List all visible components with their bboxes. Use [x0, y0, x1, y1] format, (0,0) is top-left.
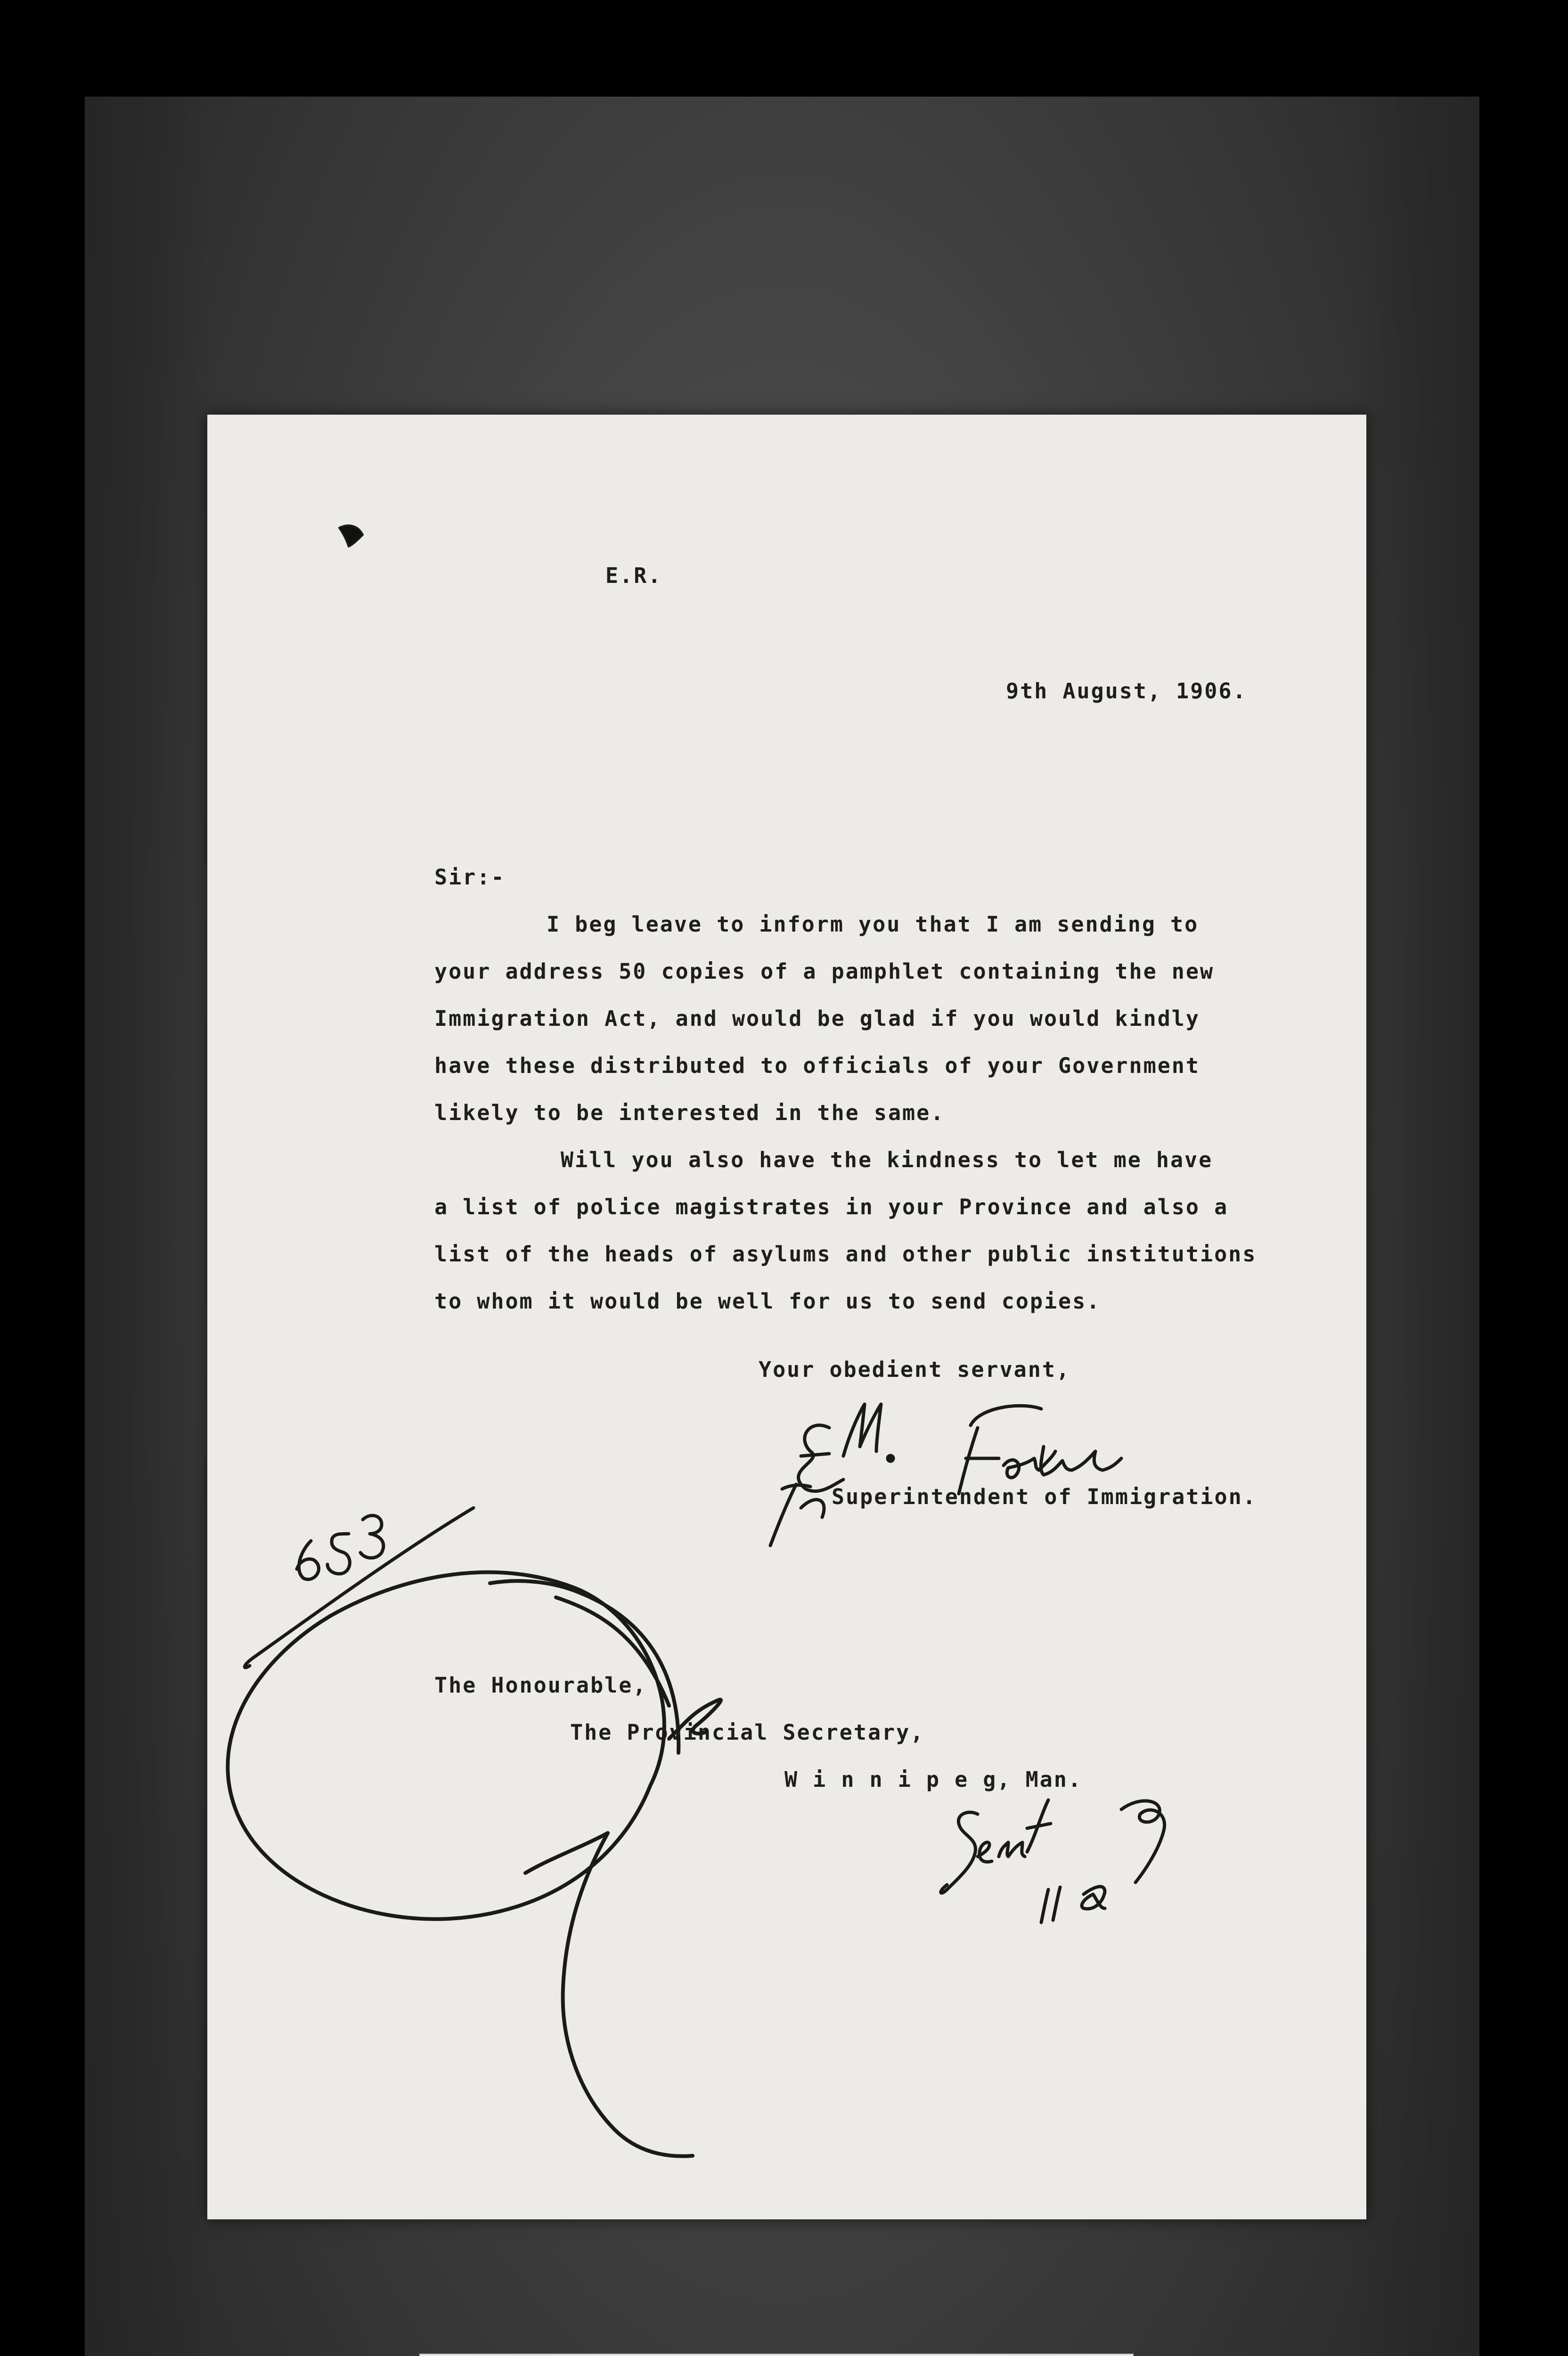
film-shadow-right [1352, 97, 1479, 2356]
body-line-8: list of the heads of asylums and other public institutions [434, 1242, 1257, 1267]
signer-title: Superintendent of Immigration. [832, 1484, 1257, 1509]
reference-initials: E.R. [605, 563, 662, 588]
addressee-line-2: The Provincial Secretary, [570, 1720, 925, 1745]
addressee-line-1: The Honourable, [434, 1673, 647, 1698]
body-line-4: have these distributed to officials of your Government [434, 1053, 1200, 1078]
body-line-5: likely to be interested in the same. [434, 1100, 945, 1125]
letter-page [207, 415, 1366, 2219]
letter-date: 9th August, 1906. [1006, 679, 1247, 704]
body-line-1: I beg leave to inform you that I am sending to [547, 912, 1199, 937]
addressee-line-3: W i n n i p e g, Man. [784, 1767, 1082, 1792]
closing: Your obedient servant, [759, 1357, 1071, 1382]
body-line-2: your address 50 copies of a pamphlet containing the new [434, 959, 1215, 984]
film-shadow-left [85, 97, 212, 2356]
body-line-6: Will you also have the kindness to let me have [561, 1147, 1213, 1172]
body-line-7: a list of police magistrates in your Province and also a [434, 1194, 1229, 1219]
body-line-9: to whom it would be well for us to send copies. [434, 1289, 1101, 1314]
body-line-3: Immigration Act, and would be glad if you would kindly [434, 1006, 1200, 1031]
archive-file-label [419, 2354, 1134, 2356]
salutation: Sir:- [434, 865, 506, 890]
